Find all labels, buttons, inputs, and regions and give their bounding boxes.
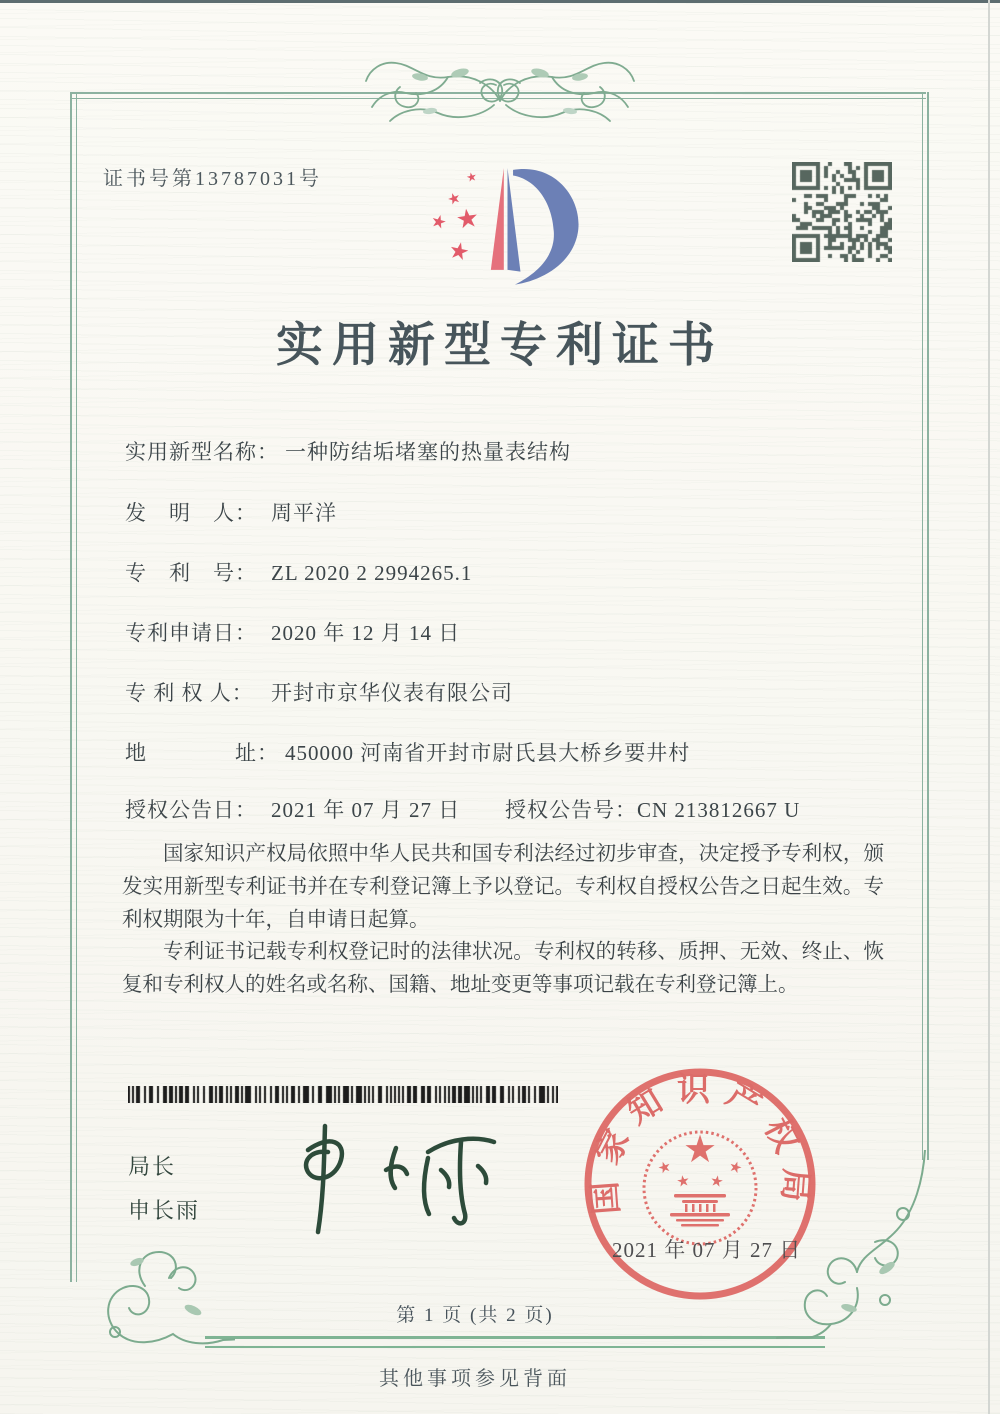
top-flourish-ornament-icon bbox=[320, 55, 680, 135]
field-value: ZL 2020 2 2994265.1 bbox=[271, 561, 473, 585]
svg-text:★: ★ bbox=[428, 210, 449, 235]
field-label: 专 利 号： bbox=[125, 561, 257, 585]
field-row-filing-date bbox=[125, 617, 460, 647]
svg-text:★: ★ bbox=[464, 169, 479, 186]
signer-title: 局长 bbox=[128, 1154, 177, 1179]
scan-edge-top bbox=[0, 0, 1000, 3]
scan-edge-right bbox=[988, 0, 990, 1414]
field-row-grant-no bbox=[505, 794, 800, 824]
director-signature-icon bbox=[278, 1112, 518, 1244]
svg-text:★: ★ bbox=[682, 1127, 718, 1171]
field-label: 授权公告号： bbox=[505, 798, 637, 822]
field-value: 2021 年 07 月 27 日 bbox=[271, 798, 461, 822]
field-label: 地 址： bbox=[125, 741, 279, 765]
logo-obelisk-right bbox=[508, 168, 521, 272]
border-bottom-band bbox=[205, 1336, 825, 1348]
field-value: 周平洋 bbox=[271, 501, 337, 525]
field-row-inventor bbox=[125, 497, 337, 527]
field-row-name bbox=[125, 436, 571, 466]
bottom-left-floral-ornament-icon bbox=[85, 1240, 235, 1350]
field-value: 450000 河南省开封市尉氏县大桥乡要井村 bbox=[285, 741, 691, 765]
border-right-line bbox=[922, 92, 929, 1160]
field-value: CN 213812667 U bbox=[637, 798, 801, 822]
certificate-number: 证书号第13787031号 bbox=[103, 168, 322, 190]
svg-text:★: ★ bbox=[453, 202, 482, 236]
legal-paragraph-2: 专利证书记载专利权登记时的法律状况。专利权的转移、质押、无效、终止、恢复和专利权人的姓名或名称、国籍、地址变更等事项记载在专利登记簿上。 bbox=[122, 941, 884, 997]
cnipa-logo-icon bbox=[415, 152, 600, 297]
logo-p-bowl bbox=[513, 169, 578, 285]
svg-text:★: ★ bbox=[708, 1171, 726, 1192]
border-left-line bbox=[70, 92, 77, 1282]
field-value: 开封市京华仪表有限公司 bbox=[271, 681, 513, 705]
svg-text:★: ★ bbox=[445, 188, 464, 210]
footer-note: 其他事项参见背面 bbox=[379, 1368, 571, 1390]
field-value: 一种防结垢堵塞的热量表结构 bbox=[285, 440, 571, 464]
svg-text:★: ★ bbox=[446, 237, 472, 267]
certificate-title: 实用新型专利证书 bbox=[276, 320, 724, 372]
field-row-patent-no bbox=[125, 557, 472, 587]
field-value: 2020 年 12 月 14 日 bbox=[271, 621, 461, 645]
barcode bbox=[128, 1086, 558, 1103]
field-label: 专利申请日： bbox=[125, 621, 257, 645]
svg-text:★: ★ bbox=[655, 1156, 674, 1178]
legal-paragraph-1: 国家知识产权局依照中华人民共和国专利法经过初步审查，决定授予专利权，颁发实用新型专利证书并在专利登记簿上予以登记。专利权自授权公告之日起生效。专利权期限为十年，自申请日起算。 bbox=[122, 843, 884, 931]
signer-name: 申长雨 bbox=[128, 1198, 201, 1223]
page-number: 第 1 页 (共 2 页) bbox=[396, 1305, 554, 1326]
field-row-address bbox=[125, 737, 690, 767]
seal-date: 2021 年 07 月 27 日 bbox=[612, 1238, 802, 1262]
svg-text:★: ★ bbox=[726, 1156, 745, 1178]
field-label: 授权公告日： bbox=[125, 798, 257, 822]
national-emblem-icon bbox=[644, 1127, 756, 1244]
field-label: 发 明 人： bbox=[125, 501, 257, 525]
field-label: 专 利 权 人： bbox=[125, 681, 254, 705]
seal-org-text: 国家知识产权局 bbox=[586, 1072, 814, 1216]
official-seal bbox=[577, 1058, 823, 1310]
legal-text bbox=[122, 838, 884, 1002]
qr-code bbox=[792, 162, 892, 262]
field-row-grant-date bbox=[125, 794, 460, 824]
field-label: 实用新型名称： bbox=[125, 440, 279, 464]
logo-obelisk-left bbox=[491, 168, 504, 270]
svg-text:★: ★ bbox=[674, 1171, 692, 1192]
field-row-patentee bbox=[125, 677, 513, 707]
